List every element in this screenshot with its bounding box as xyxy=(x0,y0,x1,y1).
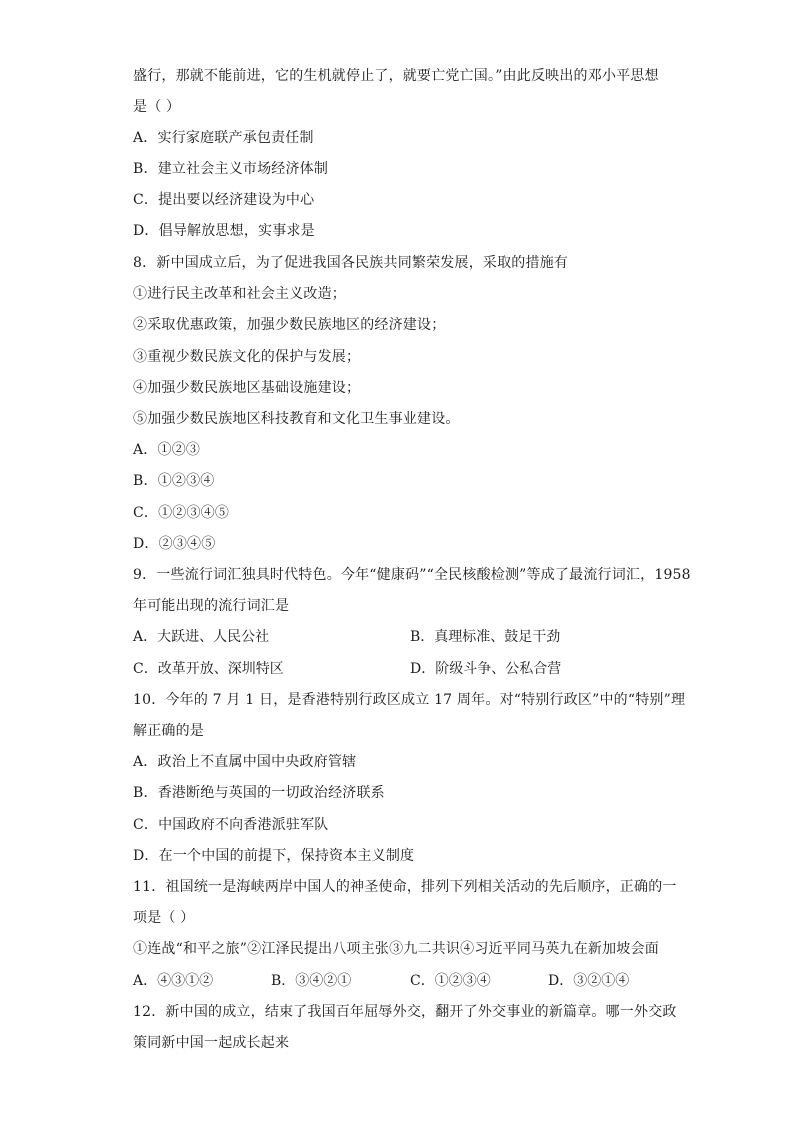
q7-stem-line2: 是（ ） xyxy=(133,99,181,115)
q10-stem-line1: 10．今年的 7 月 1 日，是香港特别行政区成立 17 周年。对“特别行政区”中的“特别”理 xyxy=(133,692,686,708)
q9-option-d: D．阶级斗争、公私合营 xyxy=(410,661,562,677)
q10-option-a: A．政治上不直属中国中央政府管辖 xyxy=(133,754,357,770)
q10-stem-line2: 解正确的是 xyxy=(133,723,204,739)
q8-item-5: ⑤加强少数民族地区科技教育和文化卫生事业建设。 xyxy=(133,411,460,427)
q8-item-4: ④加强少数民族地区基础设施建设； xyxy=(133,380,361,396)
q9-stem-line1: 9．一些流行词汇独具时代特色。今年“健康码”“全民核酸检测”等成了最流行词汇，1958 xyxy=(133,567,691,583)
q10-option-b: B．香港断绝与英国的一切政治经济联系 xyxy=(133,785,385,801)
q8-option-b: B．①②③④ xyxy=(133,473,215,489)
q8-item-3: ③重视少数民族文化的保护与发展； xyxy=(133,349,361,365)
q10-option-c: C．中国政府不向香港派驻军队 xyxy=(133,817,329,833)
q12-stem-line2: 策同新中国一起成长起来 xyxy=(133,1035,290,1051)
q11-option-d: D．③②①④ xyxy=(548,973,630,989)
q11-stem-line2: 项是（ ） xyxy=(133,910,195,926)
q7-option-d: D．倡导解放思想，实事求是 xyxy=(133,223,315,239)
q8-item-2: ②采取优惠政策，加强少数民族地区的经济建设； xyxy=(133,317,446,333)
q9-option-c: C．改革开放、深圳特区 xyxy=(133,661,284,677)
q8-option-d: D．②③④⑤ xyxy=(133,536,216,552)
q10-option-d: D．在一个中国的前提下，保持资本主义制度 xyxy=(133,848,415,864)
q7-stem-line1: 盛行，那就不能前进，它的生机就停止了，就要亡党亡国。”由此反映出的邓小平思想 xyxy=(133,68,659,84)
q12-stem-line1: 12．新中国的成立，结束了我国百年屈辱外交，翻开了外交事业的新篇章。哪一外交政 xyxy=(133,1004,677,1020)
q8-item-1: ①进行民主改革和社会主义改造； xyxy=(133,286,346,302)
q8-stem: 8．新中国成立后，为了促进我国各民族共同繁荣发展，采取的措施有 xyxy=(133,255,569,271)
q7-option-c: C．提出要以经济建设为中心 xyxy=(133,192,315,208)
q9-option-a: A．大跃进、人民公社 xyxy=(133,629,270,645)
q11-option-c: C．①②③④ xyxy=(410,973,491,989)
q7-option-a: A．实行家庭联产承包责任制 xyxy=(133,130,314,146)
q7-option-b: B．建立社会主义市场经济体制 xyxy=(133,161,329,177)
q8-option-c: C．①②③④⑤ xyxy=(133,505,230,521)
q8-option-a: A．①②③ xyxy=(133,442,201,458)
q9-stem-line2: 年可能出现的流行词汇是 xyxy=(133,598,290,614)
q11-items: ①连战“和平之旅”②江泽民提出八项主张③九二共识④习近平同马英九在新加坡会面 xyxy=(133,941,659,957)
q11-option-a: A．④③①② xyxy=(133,973,214,989)
q11-stem-line1: 11．祖国统一是海峡两岸中国人的神圣使命，排列下列相关活动的先后顺序，正确的一 xyxy=(133,879,677,895)
q11-option-b: B．③④②① xyxy=(271,973,352,989)
q9-option-b: B．真理标准、鼓足干劲 xyxy=(410,629,561,645)
